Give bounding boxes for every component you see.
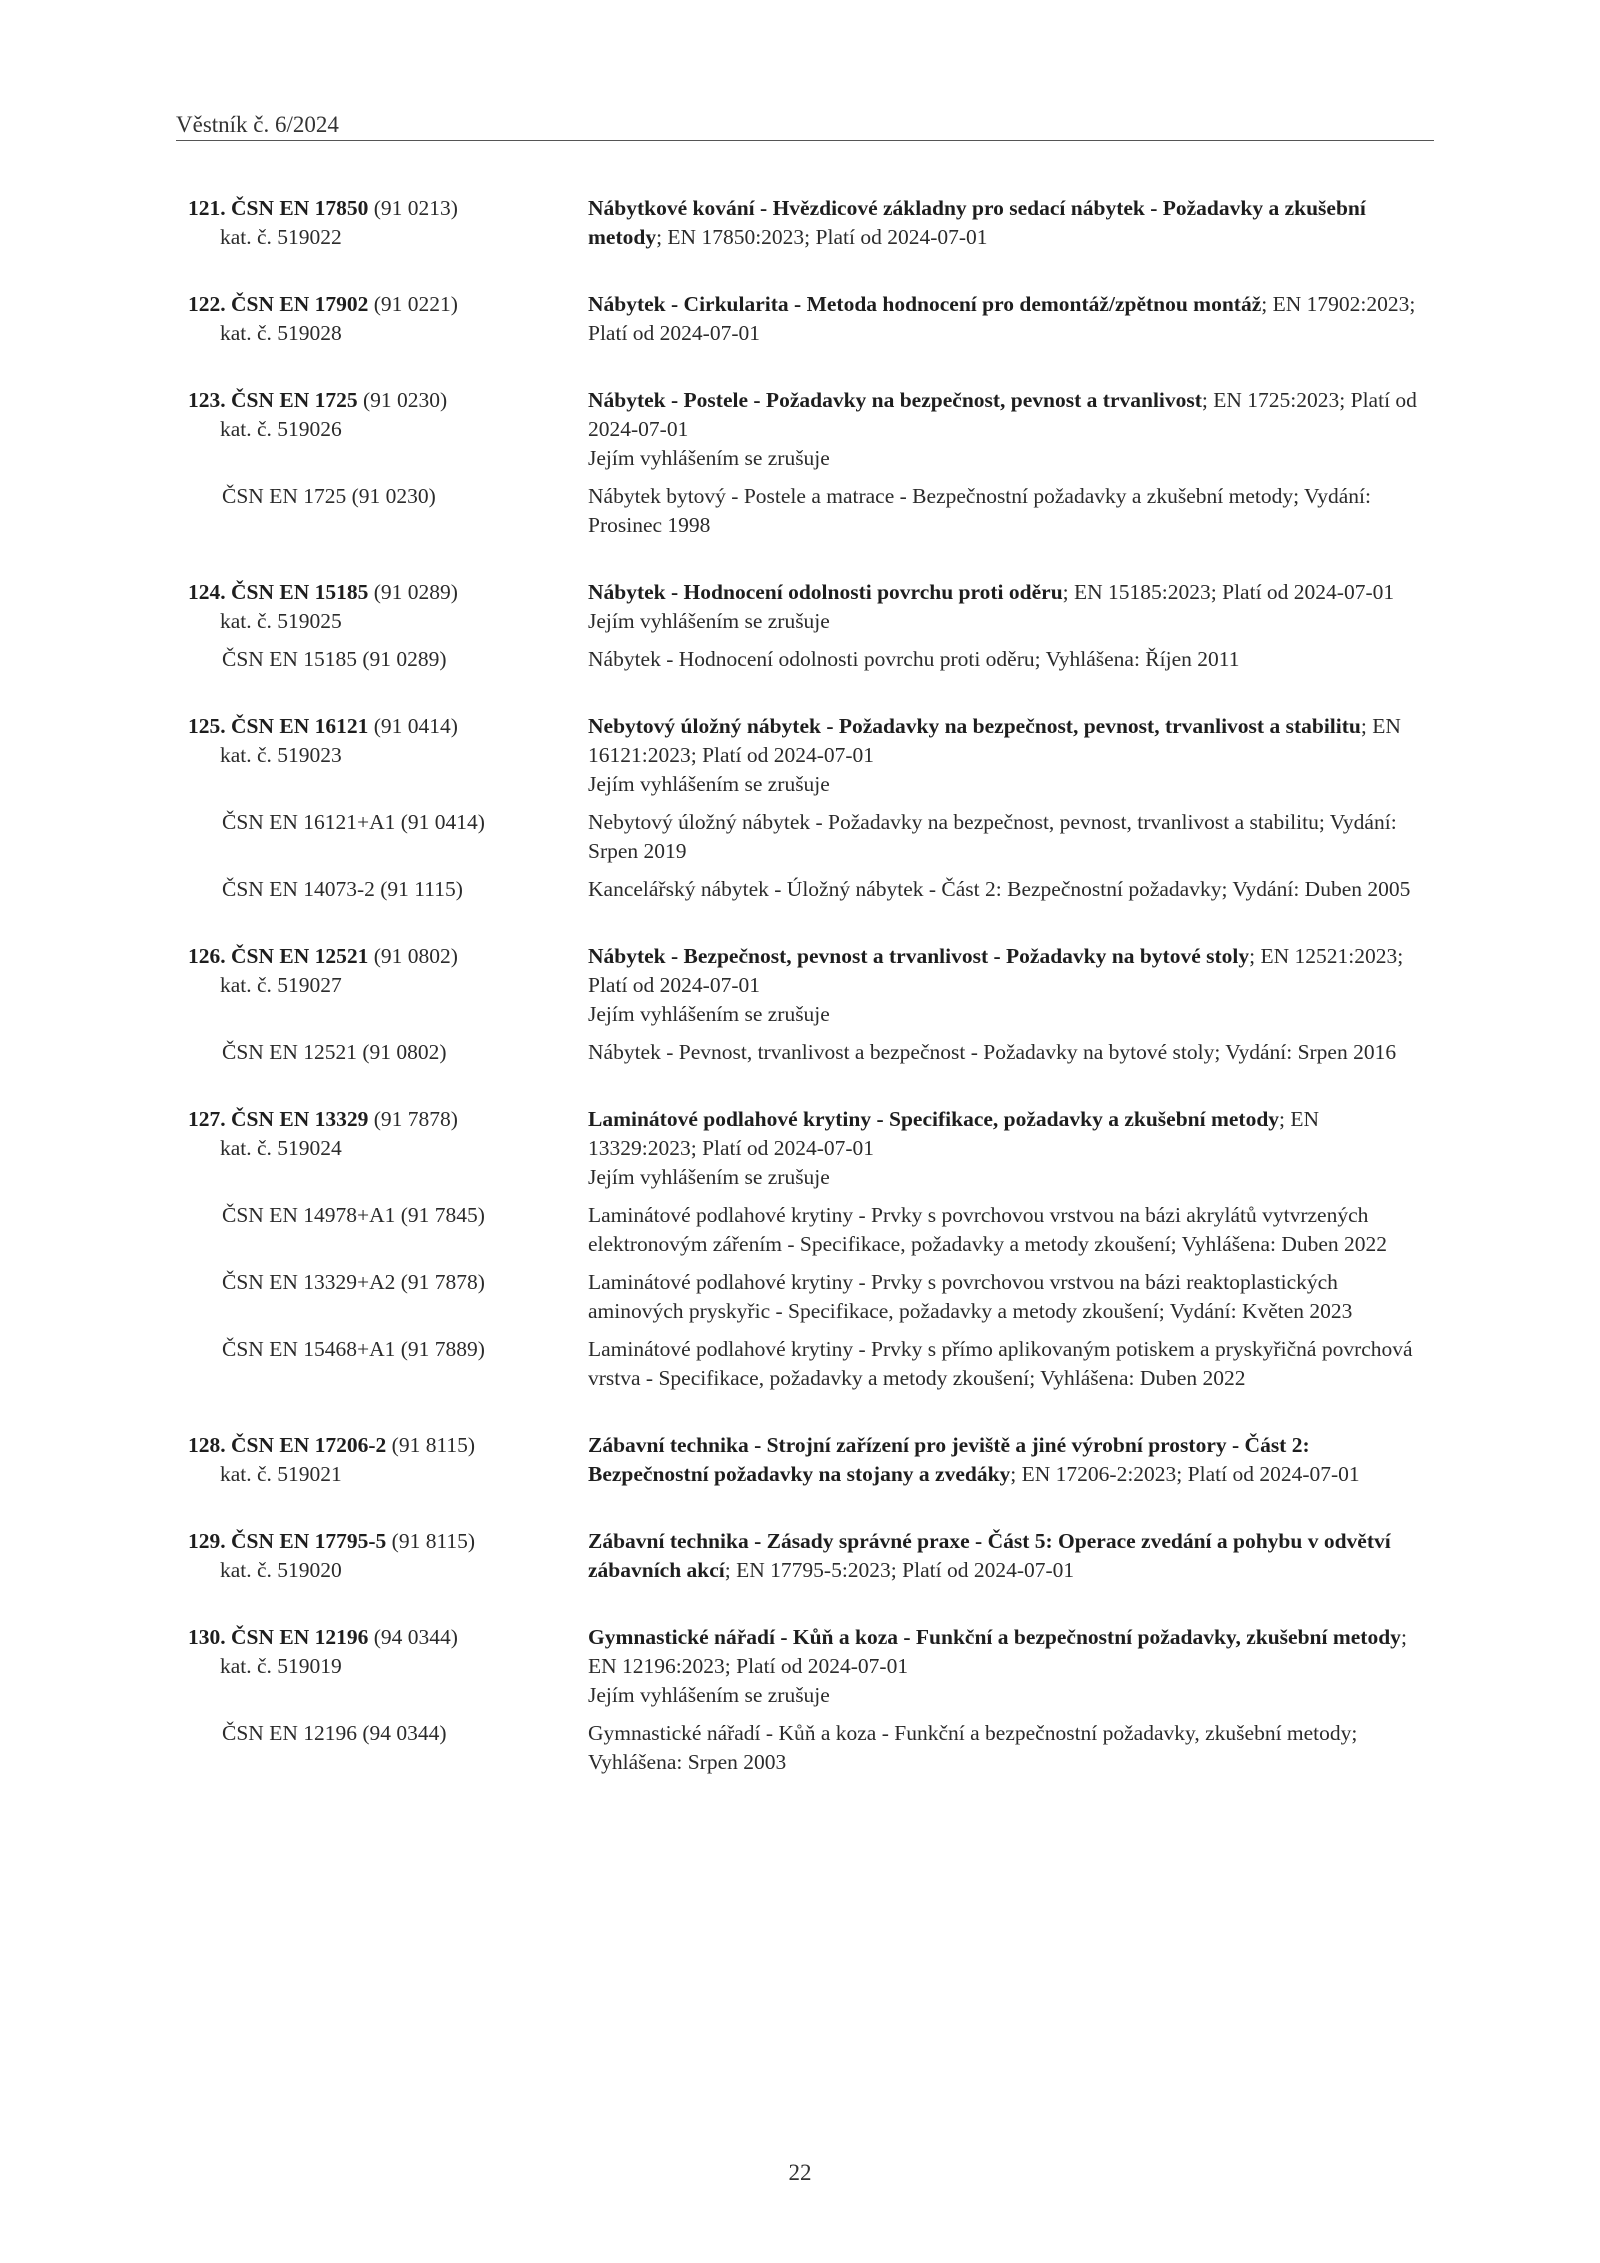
replaced-standard-text: Laminátové podlahové krytiny - Prvky s povrchovou vrstvou na bázi reaktoplastických aminových pryskyřic - Specifikace, požadavky a metody zkoušení; Vydání: Květen 2023 bbox=[588, 1270, 1353, 1323]
standard-id-block bbox=[0, 1527, 600, 1585]
standard-main-row bbox=[0, 386, 1600, 473]
standard-details: ; EN 17850:2023; Platí od 2024-07-01 bbox=[656, 225, 988, 249]
classification-code: (91 0230) bbox=[363, 388, 448, 412]
replaced-standard-text: Gymnastické nářadí - Kůň a koza - Funkční a bezpečnostní požadavky, zkušební metody; Vyhlášena: Srpen 2003 bbox=[588, 1721, 1358, 1774]
replaced-standard-row bbox=[0, 1038, 1600, 1067]
standard-title: Nábytek - Cirkularita - Metoda hodnocení pro demontáž/zpětnou montáž bbox=[588, 292, 1262, 316]
replaced-standard-row bbox=[0, 808, 1600, 866]
standard-entry bbox=[0, 386, 1600, 540]
standard-description bbox=[588, 386, 1428, 473]
standard-description bbox=[588, 1623, 1428, 1710]
catalog-number: kat. č. 519023 bbox=[220, 743, 342, 767]
standard-code: ČSN EN 17902 bbox=[231, 292, 369, 316]
standard-id-block bbox=[0, 712, 600, 799]
standard-id-block bbox=[0, 578, 600, 636]
catalog-number: kat. č. 519022 bbox=[220, 225, 342, 249]
cancels-note: Jejím vyhlášením se zrušuje bbox=[588, 1002, 830, 1026]
replaced-standard-row bbox=[0, 482, 1600, 540]
replaced-standard-text: Nábytek - Pevnost, trvanlivost a bezpečnost - Požadavky na bytové stoly; Vydání: Srpen 2016 bbox=[588, 1040, 1397, 1064]
replaced-standard-row bbox=[0, 875, 1600, 904]
standard-title: Gymnastické nářadí - Kůň a koza - Funkční a bezpečnostní požadavky, zkušební metody bbox=[588, 1625, 1401, 1649]
replaced-standard-text: Nábytek bytový - Postele a matrace - Bezpečnostní požadavky a zkušební metody; Vydání: Prosinec 1998 bbox=[588, 484, 1371, 537]
classification-code: (91 7878) bbox=[373, 1107, 458, 1131]
standard-main-row bbox=[0, 942, 1600, 1029]
standards-list bbox=[0, 194, 1600, 1815]
standard-details: ; EN 16121:2023; Platí od 2024-07-01 bbox=[588, 714, 1401, 767]
replaced-standard-code: ČSN EN 15185 (91 0289) bbox=[222, 647, 447, 671]
catalog-number: kat. č. 519028 bbox=[220, 321, 342, 345]
entry-number: 122. bbox=[188, 292, 226, 316]
bulletin-title: Věstník č. 6/2024 bbox=[176, 112, 339, 137]
entry-number: 123. bbox=[188, 388, 226, 412]
replaced-standard-text: Laminátové podlahové krytiny - Prvky s povrchovou vrstvou na bázi akrylátů vytvrzených elektronovým zářením - Specifikace, požadavky a metody zkoušení; Vyhlášena: Duben 2022 bbox=[588, 1203, 1388, 1256]
page-number: 22 bbox=[788, 2160, 812, 2185]
standard-entry bbox=[0, 578, 1600, 674]
standard-description bbox=[588, 1527, 1428, 1585]
entry-number: 128. bbox=[188, 1433, 226, 1457]
cancels-note: Jejím vyhlášením se zrušuje bbox=[588, 1683, 830, 1707]
standard-id-block bbox=[0, 194, 600, 252]
replaced-standard-code: ČSN EN 14073-2 (91 1115) bbox=[222, 877, 463, 901]
entry-number: 127. bbox=[188, 1107, 226, 1131]
catalog-number: kat. č. 519027 bbox=[220, 973, 342, 997]
standard-main-row bbox=[0, 1431, 1600, 1489]
standard-description bbox=[588, 578, 1428, 636]
replaced-standard-text: Laminátové podlahové krytiny - Prvky s přímo aplikovaným potiskem a pryskyřičná povrchová vrstva - Specifikace, požadavky a metody zkoušení; Vyhlášena: Duben 2022 bbox=[588, 1337, 1413, 1390]
standard-id-block bbox=[0, 290, 600, 348]
replaced-standard-text: Nebytový úložný nábytek - Požadavky na bezpečnost, pevnost, trvanlivost a stabilitu; Vydání: Srpen 2019 bbox=[588, 810, 1397, 863]
standard-details: ; EN 17206-2:2023; Platí od 2024-07-01 bbox=[1010, 1462, 1360, 1486]
standard-title: Nebytový úložný nábytek - Požadavky na bezpečnost, pevnost, trvanlivost a stabilitu bbox=[588, 714, 1361, 738]
standard-title: Zábavní technika - Zásady správné praxe - Část 5: Operace zvedání a pohybu v odvětví zábavních akcí bbox=[588, 1529, 1391, 1582]
standard-title: Nábytkové kování - Hvězdicové základny pro sedací nábytek - Požadavky a zkušební metody bbox=[588, 196, 1366, 249]
standard-details: ; EN 17902:2023; Platí od 2024-07-01 bbox=[588, 292, 1416, 345]
standard-title: Laminátové podlahové krytiny - Specifikace, požadavky a zkušební metody bbox=[588, 1107, 1280, 1131]
standard-code: ČSN EN 17850 bbox=[231, 196, 369, 220]
replaced-standard-code: ČSN EN 14978+A1 (91 7845) bbox=[222, 1203, 485, 1227]
standard-entry bbox=[0, 1105, 1600, 1393]
catalog-number: kat. č. 519019 bbox=[220, 1654, 342, 1678]
standard-code: ČSN EN 12521 bbox=[231, 944, 369, 968]
standard-entry bbox=[0, 194, 1600, 252]
standard-code: ČSN EN 17795-5 bbox=[231, 1529, 387, 1553]
replaced-standard-text: Kancelářský nábytek - Úložný nábytek - Část 2: Bezpečnostní požadavky; Vydání: Duben 2005 bbox=[588, 877, 1411, 901]
classification-code: (91 0213) bbox=[373, 196, 458, 220]
catalog-number: kat. č. 519020 bbox=[220, 1558, 342, 1582]
cancels-note: Jejím vyhlášením se zrušuje bbox=[588, 1165, 830, 1189]
standard-entry bbox=[0, 1623, 1600, 1777]
standard-code: ČSN EN 17206-2 bbox=[231, 1433, 387, 1457]
catalog-number: kat. č. 519024 bbox=[220, 1136, 342, 1160]
cancels-note: Jejím vyhlášením se zrušuje bbox=[588, 609, 830, 633]
standard-entry bbox=[0, 290, 1600, 348]
entry-number: 126. bbox=[188, 944, 226, 968]
classification-code: (91 8115) bbox=[391, 1529, 476, 1553]
standard-code: ČSN EN 13329 bbox=[231, 1107, 369, 1131]
standard-details: ; EN 13329:2023; Platí od 2024-07-01 bbox=[588, 1107, 1320, 1160]
classification-code: (91 0802) bbox=[373, 944, 458, 968]
standard-description bbox=[588, 1105, 1428, 1192]
standard-description bbox=[588, 942, 1428, 1029]
replaced-standard-row bbox=[0, 645, 1600, 674]
cancels-note: Jejím vyhlášením se zrušuje bbox=[588, 446, 830, 470]
entry-number: 124. bbox=[188, 580, 226, 604]
classification-code: (91 8115) bbox=[391, 1433, 476, 1457]
replaced-standard-row bbox=[0, 1201, 1600, 1259]
classification-code: (91 0414) bbox=[373, 714, 458, 738]
standard-title: Nábytek - Hodnocení odolnosti povrchu proti oděru bbox=[588, 580, 1063, 604]
classification-code: (94 0344) bbox=[373, 1625, 458, 1649]
replaced-standard-text: Nábytek - Hodnocení odolnosti povrchu proti oděru; Vyhlášena: Říjen 2011 bbox=[588, 647, 1240, 671]
standard-main-row bbox=[0, 1527, 1600, 1585]
replaced-standard-row bbox=[0, 1335, 1600, 1393]
standard-details: ; EN 17795-5:2023; Platí od 2024-07-01 bbox=[724, 1558, 1075, 1582]
replaced-standard-row bbox=[0, 1719, 1600, 1777]
standard-id-block bbox=[0, 1431, 600, 1489]
classification-code: (91 0221) bbox=[373, 292, 458, 316]
standard-description bbox=[588, 290, 1428, 348]
catalog-number: kat. č. 519026 bbox=[220, 417, 342, 441]
replaced-standard-code: ČSN EN 16121+A1 (91 0414) bbox=[222, 810, 485, 834]
standard-details: ; EN 1725:2023; Platí od 2024-07-01 bbox=[588, 388, 1417, 441]
standard-code: ČSN EN 1725 bbox=[231, 388, 358, 412]
standard-main-row bbox=[0, 194, 1600, 252]
standard-title: Zábavní technika - Strojní zařízení pro jeviště a jiné výrobní prostory - Část 2: Bezpečnostní požadavky na stojany a zvedáky bbox=[588, 1433, 1310, 1486]
standard-description bbox=[588, 194, 1428, 252]
standard-entry bbox=[0, 1527, 1600, 1585]
replaced-standard-code: ČSN EN 13329+A2 (91 7878) bbox=[222, 1270, 485, 1294]
replaced-standard-row bbox=[0, 1268, 1600, 1326]
entry-number: 121. bbox=[188, 196, 226, 220]
replaced-standard-code: ČSN EN 1725 (91 0230) bbox=[222, 484, 436, 508]
catalog-number: kat. č. 519021 bbox=[220, 1462, 342, 1486]
standard-main-row bbox=[0, 712, 1600, 799]
classification-code: (91 0289) bbox=[373, 580, 458, 604]
standard-details: ; EN 12196:2023; Platí od 2024-07-01 bbox=[588, 1625, 1407, 1678]
standard-id-block bbox=[0, 1105, 600, 1192]
standard-details: ; EN 12521:2023; Platí od 2024-07-01 bbox=[588, 944, 1404, 997]
standard-code: ČSN EN 16121 bbox=[231, 714, 369, 738]
catalog-number: kat. č. 519025 bbox=[220, 609, 342, 633]
standard-code: ČSN EN 15185 bbox=[231, 580, 369, 604]
standard-id-block bbox=[0, 386, 600, 473]
standard-main-row bbox=[0, 1623, 1600, 1710]
standard-details: ; EN 15185:2023; Platí od 2024-07-01 bbox=[1062, 580, 1395, 604]
standard-description bbox=[588, 1431, 1428, 1489]
standard-title: Nábytek - Postele - Požadavky na bezpečnost, pevnost a trvanlivost bbox=[588, 388, 1202, 412]
page-header bbox=[176, 112, 1434, 141]
standard-code: ČSN EN 12196 bbox=[231, 1625, 369, 1649]
standard-id-block bbox=[0, 1623, 600, 1710]
standard-main-row bbox=[0, 1105, 1600, 1192]
entry-number: 130. bbox=[188, 1625, 226, 1649]
standard-main-row bbox=[0, 578, 1600, 636]
replaced-standard-code: ČSN EN 12196 (94 0344) bbox=[222, 1721, 447, 1745]
standard-id-block bbox=[0, 942, 600, 1029]
standard-entry bbox=[0, 1431, 1600, 1489]
standard-entry bbox=[0, 712, 1600, 904]
entry-number: 129. bbox=[188, 1529, 226, 1553]
entry-number: 125. bbox=[188, 714, 226, 738]
standard-main-row bbox=[0, 290, 1600, 348]
replaced-standard-code: ČSN EN 12521 (91 0802) bbox=[222, 1040, 447, 1064]
standard-description bbox=[588, 712, 1428, 799]
standard-entry bbox=[0, 942, 1600, 1067]
cancels-note: Jejím vyhlášením se zrušuje bbox=[588, 772, 830, 796]
standard-title: Nábytek - Bezpečnost, pevnost a trvanlivost - Požadavky na bytové stoly bbox=[588, 944, 1250, 968]
replaced-standard-code: ČSN EN 15468+A1 (91 7889) bbox=[222, 1337, 485, 1361]
